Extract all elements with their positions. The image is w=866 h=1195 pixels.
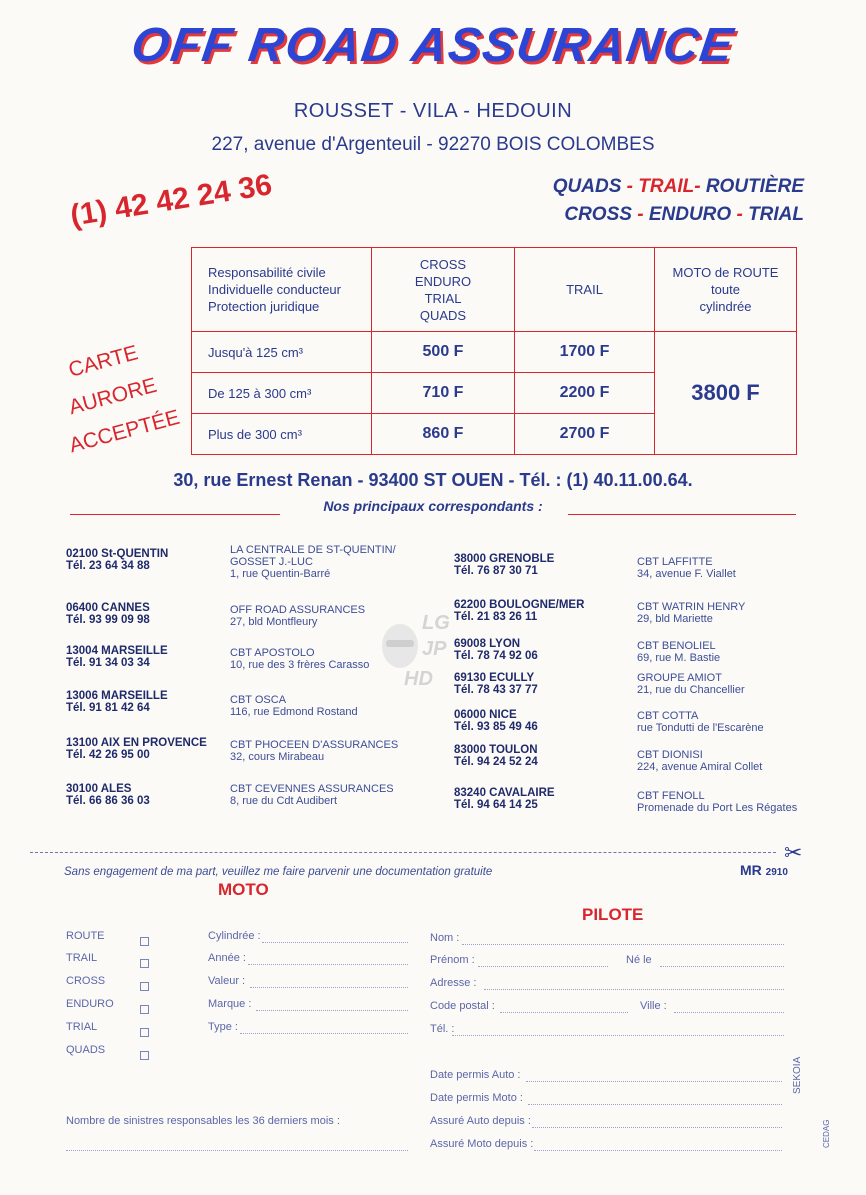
coupon-reference: MR 2910 <box>740 862 788 878</box>
extra-field-label: Assuré Moto depuis : <box>430 1138 534 1150</box>
pilote-field-label: Adresse : <box>430 977 477 989</box>
portrait-icon <box>378 622 422 670</box>
corr-agency: CBT WATRIN HENRY 29, bld Mariette <box>637 601 746 625</box>
stamp-carte: CARTE <box>66 341 141 382</box>
permis-moto-input[interactable] <box>528 1104 782 1105</box>
corr-city: 06000 NICE Tél. 93 85 49 46 <box>454 709 538 733</box>
cylindree-input[interactable] <box>262 942 408 943</box>
extra-field-label: Date permis Moto : <box>430 1092 523 1104</box>
corr-city: 30100 ALES Tél. 66 86 36 03 <box>66 783 150 807</box>
corr-agency: CBT DIONISI 224, avenue Amiral Collet <box>637 749 763 773</box>
correspondants-title: Nos principaux correspondants : <box>323 498 543 514</box>
stamp-aurore: AURORE <box>66 373 160 420</box>
permis-auto-input[interactable] <box>526 1081 782 1082</box>
type-input[interactable] <box>240 1033 408 1034</box>
corr-agency: CBT OSCA 116, rue Edmond Rostand <box>230 694 358 718</box>
type-label: ROUTE <box>66 930 105 942</box>
watermark-text: JP <box>422 638 447 660</box>
moto-field-label: Marque : <box>208 998 252 1010</box>
row-label-125: Jusqu'à 125 cm³ <box>192 332 372 373</box>
pilote-field-label: Prénom : <box>430 954 475 966</box>
categories-line-2: CROSS - ENDURO - TRIAL <box>564 204 804 225</box>
watermark-logo <box>378 612 458 698</box>
type-label: TRIAL <box>66 1021 98 1033</box>
type-checkbox-enduro[interactable] <box>140 1001 149 1019</box>
corr-agency: OFF ROAD ASSURANCES 27, bld Montfleury <box>230 604 366 628</box>
extra-field-label: Date permis Auto : <box>430 1069 521 1081</box>
moto-field-label: Type : <box>208 1021 238 1033</box>
corr-city: 62200 BOULOGNE/MER Tél. 21 83 26 11 <box>454 599 585 623</box>
date-naissance-input[interactable] <box>660 966 784 967</box>
corr-agency: CBT LAFFITTE 34, avenue F. Viallet <box>637 556 736 580</box>
corr-city: 13006 MARSEILLE Tél. 91 81 42 64 <box>66 690 168 714</box>
coverage-line: Individuelle conducteur <box>208 282 341 297</box>
assure-auto-input[interactable] <box>532 1127 782 1128</box>
header-line: toute <box>711 282 740 297</box>
stamp-acceptee: ACCEPTÉE <box>66 405 183 458</box>
moto-field-label: Valeur : <box>208 975 246 987</box>
pilote-field-label: Tél. : <box>430 1023 455 1035</box>
corr-city: 06400 CANNES Tél. 93 99 09 98 <box>66 602 150 626</box>
price-trail-125: 1700 F <box>515 332 655 373</box>
type-label: TRAIL <box>66 952 98 964</box>
type-checkbox-trail[interactable] <box>140 955 149 973</box>
price-cross-over300: 860 F <box>372 414 515 454</box>
header-line: cylindrée <box>699 299 752 314</box>
corr-agency: CBT FENOLL Promenade du Port Les Régates <box>637 790 798 814</box>
pilote-field-label: Nom : <box>430 932 460 944</box>
type-checkbox-quads[interactable] <box>140 1047 149 1065</box>
type-label: QUADS <box>66 1044 106 1056</box>
corr-city: 69130 ECULLY Tél. 78 43 37 77 <box>454 672 538 696</box>
divider-left <box>70 514 280 515</box>
phone-number: (1) 42 42 24 36 <box>68 168 275 233</box>
corr-agency: CBT BENOLIEL 69, rue M. Bastie <box>637 640 721 664</box>
type-checkbox-route[interactable] <box>140 933 149 951</box>
row-label-over300: Plus de 300 cm³ <box>192 414 372 454</box>
header-line: ENDURO <box>414 273 472 289</box>
type-checkbox-cross[interactable] <box>140 978 149 996</box>
corr-city: 02100 St-QUENTIN Tél. 23 64 34 88 <box>66 548 169 572</box>
marque-input[interactable] <box>256 1010 408 1011</box>
valeur-input[interactable] <box>250 987 408 988</box>
pilote-field-label: Code postal : <box>430 1000 495 1012</box>
cedag-credit: CEDAG <box>822 1119 831 1148</box>
header-line: TRIAL <box>424 290 462 306</box>
header-line: TRAIL <box>566 282 603 297</box>
watermark-text: HD <box>404 668 433 690</box>
table-header-trail <box>515 248 655 332</box>
office-address: 30, rue Ernest Renan - 93400 ST OUEN - Tél. : (1) 40.11.00.64. <box>173 470 693 490</box>
table-header-moto <box>655 248 796 332</box>
coverage-line: Responsabilité civile <box>208 265 326 280</box>
price-table <box>191 247 797 455</box>
corr-city: 83000 TOULON Tél. 94 24 52 24 <box>454 744 538 768</box>
row-label-300: De 125 à 300 cm³ <box>192 373 372 414</box>
company-address: 227, avenue d'Argenteuil - 92270 BOIS COLOMBES <box>211 134 655 155</box>
coverage-line: Protection juridique <box>208 299 320 314</box>
price-cross-300: 710 F <box>372 373 515 414</box>
ville-input[interactable] <box>674 1012 784 1013</box>
tel-input[interactable] <box>452 1035 784 1036</box>
moto-heading: MOTO <box>218 880 269 899</box>
corr-city: 69008 LYON Tél. 78 74 92 06 <box>454 638 538 662</box>
price-trail-over300: 2700 F <box>515 414 655 454</box>
moto-field-label: Cylindrée : <box>208 930 261 942</box>
header-line: QUADS <box>419 307 467 323</box>
corr-agency: CBT APOSTOLO 10, rue des 3 frères Carasso <box>230 647 370 671</box>
sinistres-label: Nombre de sinistres responsables les 36 derniers mois : <box>66 1115 340 1127</box>
code-postal-input[interactable] <box>500 1012 628 1013</box>
corr-city: 83240 CAVALAIRE Tél. 94 64 14 25 <box>454 787 555 811</box>
price-moto-route: 3800 F <box>691 380 760 405</box>
moto-field-label: Année : <box>208 952 246 964</box>
table-header-cross <box>372 248 515 332</box>
price-trail-300: 2200 F <box>515 373 655 414</box>
corr-agency: CBT PHOCEEN D'ASSURANCES 32, cours Mirabeau <box>230 739 399 763</box>
extra-field-label: Assuré Auto depuis : <box>430 1115 531 1127</box>
categories-line-1: QUADS - TRAIL- ROUTIÈRE <box>552 176 804 197</box>
header-line: MOTO de ROUTE <box>672 265 779 280</box>
cut-line <box>30 852 776 853</box>
header-line: CROSS <box>419 256 467 272</box>
partner-names: ROUSSET - VILA - HEDOUIN <box>293 100 573 122</box>
corr-city: 13004 MARSEILLE Tél. 91 34 03 34 <box>66 645 168 669</box>
brand-title: OFF ROAD ASSURANCE <box>128 19 738 72</box>
price-cross-125: 500 F <box>372 332 515 373</box>
pilote-heading: PILOTE <box>582 905 644 924</box>
ville-label: Ville : <box>640 1000 667 1012</box>
divider-right <box>568 514 796 515</box>
table-header-coverage <box>192 248 372 332</box>
type-checkbox-trial[interactable] <box>140 1024 149 1042</box>
coupon-intro: Sans engagement de ma part, veuillez me faire parvenir une documentation gratuite <box>64 866 493 878</box>
adresse-input[interactable] <box>484 989 784 990</box>
watermark-text: LG <box>422 612 450 634</box>
scissors-icon: ✂ <box>784 840 803 865</box>
sekoia-credit: SEKOIA <box>792 1056 803 1094</box>
ne-le-label: Né le <box>626 954 652 966</box>
corr-agency: LA CENTRALE DE ST-QUENTIN/ GOSSET J.-LUC 1, rue Quentin-Barré <box>230 544 396 580</box>
assure-moto-input[interactable] <box>534 1150 782 1151</box>
corr-agency: GROUPE AMIOT 21, rue du Chancellier <box>637 672 745 696</box>
corr-agency: CBT CEVENNES ASSURANCES 8, rue du Cdt Audibert <box>230 783 394 807</box>
nom-input[interactable] <box>462 944 784 945</box>
type-label: ENDURO <box>66 998 114 1010</box>
annee-input[interactable] <box>248 964 408 965</box>
prenom-input[interactable] <box>478 966 608 967</box>
sinistres-input[interactable] <box>66 1150 408 1151</box>
corr-city: 38000 GRENOBLE Tél. 76 87 30 71 <box>454 553 555 577</box>
type-label: CROSS <box>66 975 106 987</box>
corr-agency: CBT COTTA rue Tondutti de l'Escarène <box>637 710 764 734</box>
corr-city: 13100 AIX EN PROVENCE Tél. 42 26 95 00 <box>66 737 207 761</box>
